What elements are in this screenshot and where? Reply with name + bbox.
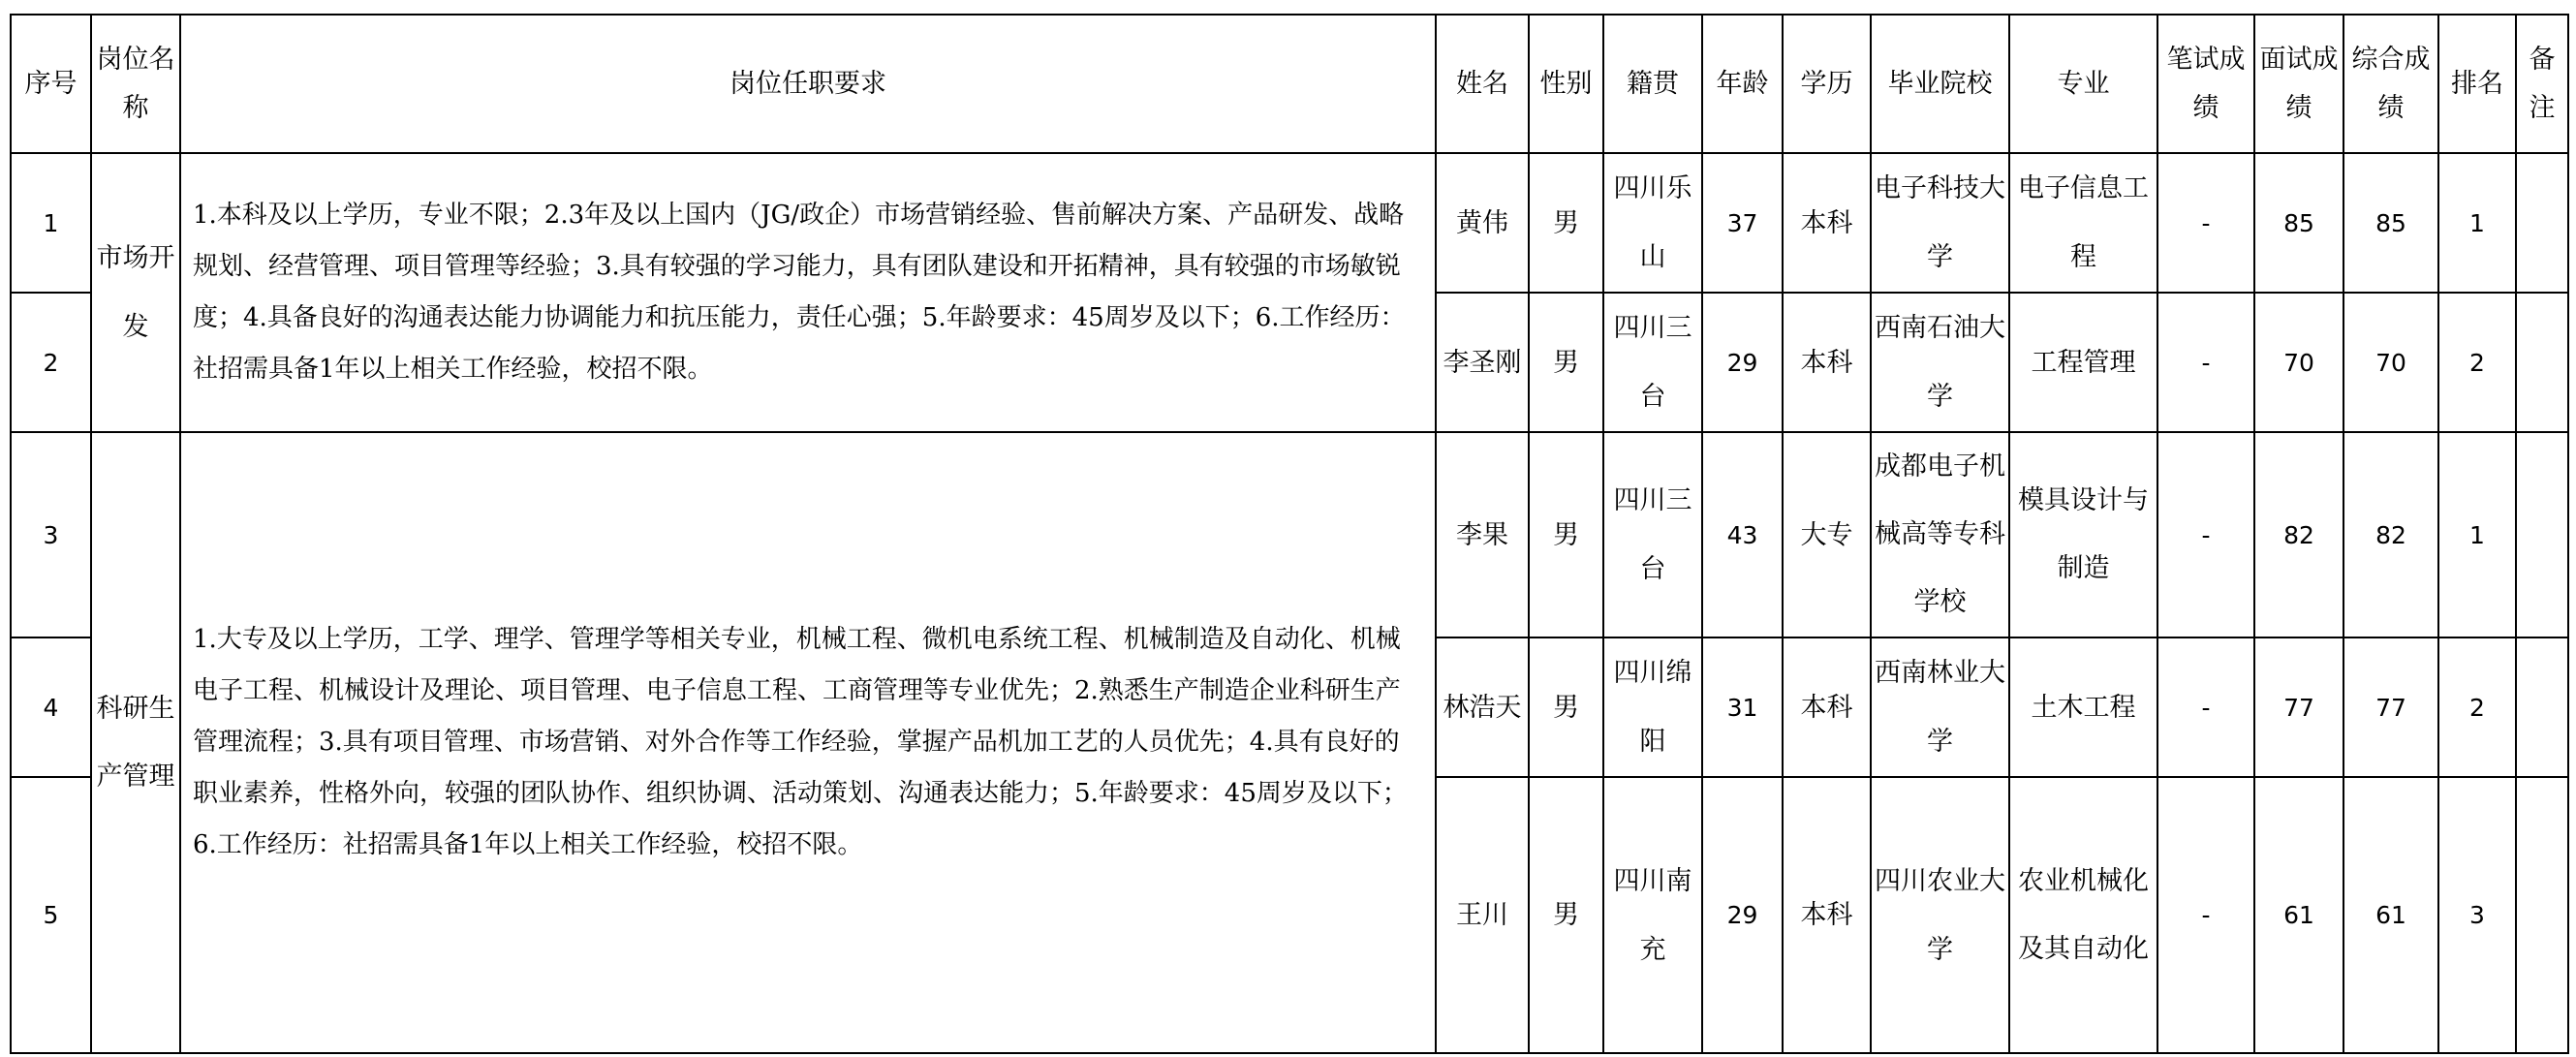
cell-rank: 1 bbox=[2438, 153, 2516, 293]
header-age: 年龄 bbox=[1702, 15, 1783, 153]
cell-requirements: 1.本科及以上学历，专业不限；2.3年及以上国内（JG/政企）市场营销经验、售前解决方案、产品研发、战略规划、经营管理、项目管理等经验；3.具有较强的学习能力，具有团队建设和开拓精神，具有较强的市场敏锐度；4.具备良好的沟通表达能力协调能力和抗压能力，责任心强；5.年龄要求：45周岁及以下；6.工作经历：社招需具备1年以上相关工作经验，校招不限。 bbox=[180, 153, 1436, 432]
cell-rank: 2 bbox=[2438, 293, 2516, 432]
cell-written: - bbox=[2157, 153, 2254, 293]
header-seq: 序号 bbox=[11, 15, 91, 153]
cell-requirements: 1.大专及以上学历，工学、理学、管理学等相关专业，机械工程、微机电系统工程、机械制造及自动化、机械电子工程、机械设计及理论、项目管理、电子信息工程、工商管理等专业优先；2.熟悉生产制造企业科研生产管理流程；3.具有项目管理、市场营销、对外合作等工作经验，掌握产品机加工艺的人员优先；4.具有良好的职业素养，性格外向，较强的团队协作、组织协调、活动策划、沟通表达能力；5.年龄要求：45周岁及以下；6.工作经历：社招需具备1年以上相关工作经验，校招不限。 bbox=[180, 432, 1436, 1053]
cell-total: 61 bbox=[2343, 777, 2438, 1053]
cell-gender: 男 bbox=[1529, 432, 1603, 637]
results-table bbox=[10, 14, 2569, 1054]
cell-major: 模具设计与制造 bbox=[2009, 432, 2157, 637]
cell-remark bbox=[2516, 432, 2568, 637]
header-requirements: 岗位任职要求 bbox=[180, 15, 1436, 153]
cell-interview: 85 bbox=[2254, 153, 2343, 293]
cell-interview: 82 bbox=[2254, 432, 2343, 637]
cell-name: 李圣刚 bbox=[1436, 293, 1529, 432]
cell-age: 29 bbox=[1702, 293, 1783, 432]
cell-interview: 77 bbox=[2254, 637, 2343, 777]
cell-total: 70 bbox=[2343, 293, 2438, 432]
cell-school: 成都电子机械高等专科学校 bbox=[1871, 432, 2009, 637]
cell-major: 电子信息工程 bbox=[2009, 153, 2157, 293]
cell-school: 西南石油大学 bbox=[1871, 293, 2009, 432]
cell-school: 电子科技大学 bbox=[1871, 153, 2009, 293]
cell-total: 77 bbox=[2343, 637, 2438, 777]
cell-age: 43 bbox=[1702, 432, 1783, 637]
cell-education: 本科 bbox=[1783, 153, 1871, 293]
cell-hometown: 四川绵阳 bbox=[1603, 637, 1702, 777]
cell-remark bbox=[2516, 637, 2568, 777]
cell-written: - bbox=[2157, 293, 2254, 432]
cell-interview: 61 bbox=[2254, 777, 2343, 1053]
table-row bbox=[11, 432, 2568, 637]
cell-hometown: 四川三台 bbox=[1603, 432, 1702, 637]
cell-post: 科研生产管理 bbox=[91, 432, 180, 1053]
cell-gender: 男 bbox=[1529, 777, 1603, 1053]
cell-age: 31 bbox=[1702, 637, 1783, 777]
cell-name: 林浩天 bbox=[1436, 637, 1529, 777]
header-school: 毕业院校 bbox=[1871, 15, 2009, 153]
cell-school: 四川农业大学 bbox=[1871, 777, 2009, 1053]
cell-hometown: 四川乐山 bbox=[1603, 153, 1702, 293]
header-total: 综合成绩 bbox=[2343, 15, 2438, 153]
cell-name: 李果 bbox=[1436, 432, 1529, 637]
cell-rank: 1 bbox=[2438, 432, 2516, 637]
header-hometown: 籍贯 bbox=[1603, 15, 1702, 153]
header-rank: 排名 bbox=[2438, 15, 2516, 153]
cell-gender: 男 bbox=[1529, 153, 1603, 293]
cell-name: 王川 bbox=[1436, 777, 1529, 1053]
cell-age: 37 bbox=[1702, 153, 1783, 293]
cell-written: - bbox=[2157, 637, 2254, 777]
cell-hometown: 四川三台 bbox=[1603, 293, 1702, 432]
cell-remark bbox=[2516, 153, 2568, 293]
header-row bbox=[11, 15, 2568, 153]
header-name: 姓名 bbox=[1436, 15, 1529, 153]
cell-gender: 男 bbox=[1529, 293, 1603, 432]
cell-rank: 2 bbox=[2438, 637, 2516, 777]
cell-seq: 1 bbox=[11, 153, 91, 293]
cell-major: 农业机械化及其自动化 bbox=[2009, 777, 2157, 1053]
cell-post: 市场开发 bbox=[91, 153, 180, 432]
cell-name: 黄伟 bbox=[1436, 153, 1529, 293]
cell-school: 西南林业大学 bbox=[1871, 637, 2009, 777]
cell-education: 本科 bbox=[1783, 777, 1871, 1053]
cell-rank: 3 bbox=[2438, 777, 2516, 1053]
cell-age: 29 bbox=[1702, 777, 1783, 1053]
cell-education: 大专 bbox=[1783, 432, 1871, 637]
header-remark: 备注 bbox=[2516, 15, 2568, 153]
cell-education: 本科 bbox=[1783, 293, 1871, 432]
cell-written: - bbox=[2157, 432, 2254, 637]
cell-seq: 5 bbox=[11, 777, 91, 1053]
cell-remark bbox=[2516, 777, 2568, 1053]
header-post: 岗位名称 bbox=[91, 15, 180, 153]
cell-remark bbox=[2516, 293, 2568, 432]
cell-interview: 70 bbox=[2254, 293, 2343, 432]
cell-education: 本科 bbox=[1783, 637, 1871, 777]
header-interview: 面试成绩 bbox=[2254, 15, 2343, 153]
cell-major: 工程管理 bbox=[2009, 293, 2157, 432]
header-written: 笔试成绩 bbox=[2157, 15, 2254, 153]
header-gender: 性别 bbox=[1529, 15, 1603, 153]
cell-gender: 男 bbox=[1529, 637, 1603, 777]
header-major: 专业 bbox=[2009, 15, 2157, 153]
cell-seq: 4 bbox=[11, 637, 91, 777]
cell-seq: 3 bbox=[11, 432, 91, 637]
cell-hometown: 四川南充 bbox=[1603, 777, 1702, 1053]
table-row bbox=[11, 153, 2568, 293]
cell-written: - bbox=[2157, 777, 2254, 1053]
cell-seq: 2 bbox=[11, 293, 91, 432]
cell-major: 土木工程 bbox=[2009, 637, 2157, 777]
cell-total: 85 bbox=[2343, 153, 2438, 293]
cell-total: 82 bbox=[2343, 432, 2438, 637]
header-education: 学历 bbox=[1783, 15, 1871, 153]
